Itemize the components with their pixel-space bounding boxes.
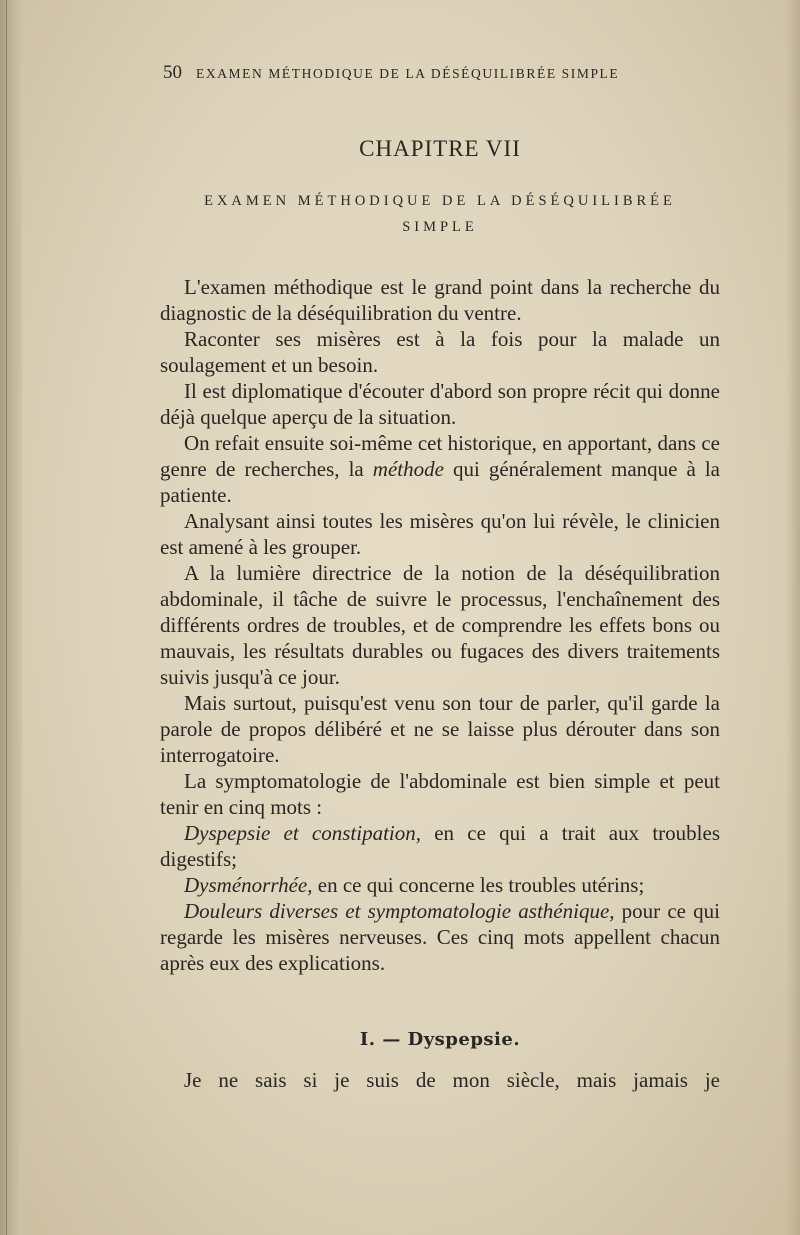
paragraph-1: L'examen méthodique est le grand point dans la recherche du diagnostic de la déséquilibration du ventre. [160,275,720,325]
paragraph-9 [160,820,720,872]
paragraph-4-end: qui généralement manque à la patiente. [160,457,721,507]
paragraph-7: Mais surtout, puisqu'est venu son tour de parler, qu'il garde la parole de propos délibéré et ne se laisse plus dérouter dans son interrogatoire. [160,691,720,767]
paragraph-11 [160,898,720,976]
paragraph-5: Analysant ainsi toutes les misères qu'on lui révèle, le clinicien est amené à les grouper. [160,509,720,559]
chapter-number: CHAPITRE VII [359,136,521,161]
paragraph-10-italic: Dysménorrhée, [184,873,313,897]
paragraph-6: A la lumière directrice de la notion de la déséquilibration abdominale, il tâche de suivre le processus, l'enchaînement des différents ordres de troubles, et de comprendre les effets bons ou mauvais, les résultats durables ou fugaces des divers traitements suivis jusqu'à ce jour. [160,561,720,689]
section-heading: I. — Dyspepsie. [359,1029,521,1050]
paragraph-4-italic: méthode [372,457,444,481]
book-binding-edge [0,0,22,1235]
paragraph-9-end: en ce qui a trait aux troubles digestifs; [160,821,720,871]
chapter-title [160,188,720,240]
paragraph-3: Il est diplomatique d'écouter d'abord son propre récit qui donne déjà quelque aperçu de la situation. [160,379,720,429]
paragraph-9-italic: Dyspepsie et constipation, [184,821,421,845]
paragraph-8: La symptomatologie de l'abdominale est bien simple et peut tenir en cinq mots : [160,769,720,819]
body-text [160,274,720,976]
paragraph-11-end: pour ce qui regarde les misères nerveuses. Ces cinq mots appellent chacun après eux des explications. [160,899,720,975]
page-number: 50 [163,62,182,83]
paragraph-11-italic: Douleurs diverses et symptomatologie asthénique, [184,899,615,923]
chapter-title-line-1: EXAMEN MÉTHODIQUE DE LA DÉSÉQUILIBRÉE [204,193,676,209]
page-right-edge [786,0,800,1235]
last-line: Je ne sais si je suis de mon siècle, mais jamais je [184,1068,720,1092]
paragraph-10 [160,872,720,898]
running-title: EXAMEN MÉTHODIQUE DE LA DÉSÉQUILIBRÉE SIMPLE [196,66,620,81]
paragraph-10-end: en ce qui concerne les troubles utérins; [312,873,645,897]
chapter-title-line-2: SIMPLE [402,219,478,235]
paragraph-2: Raconter ses misères est à la fois pour la malade un soulagement et un besoin. [160,327,720,377]
running-head [163,62,713,84]
paragraph-4 [160,430,720,508]
paragraph-4-start: On refait ensuite soi-même cet historique, en apportant, dans ce genre de recherches, la [160,431,720,481]
